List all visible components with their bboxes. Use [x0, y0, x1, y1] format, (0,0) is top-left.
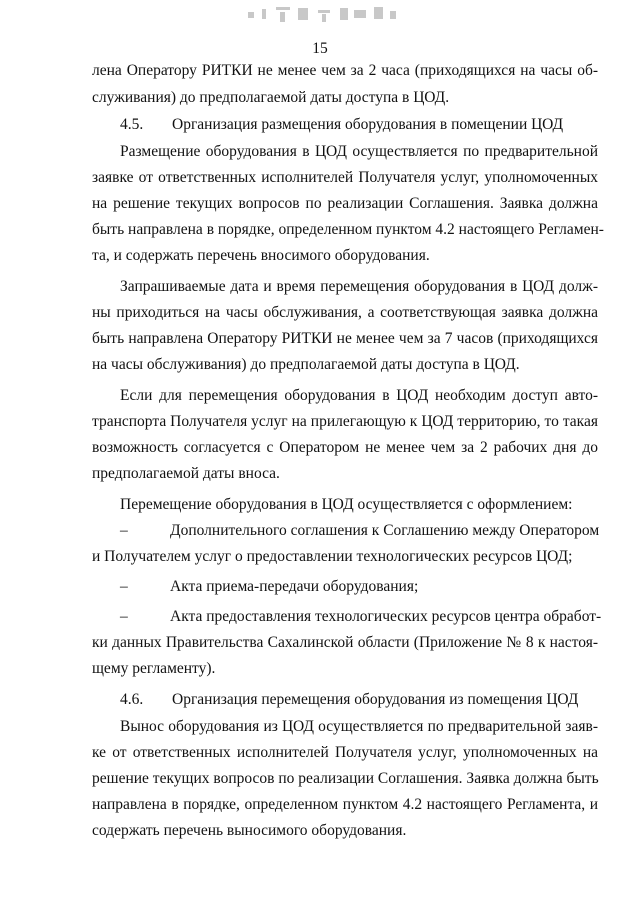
text-line: заявке от ответственных исполнителей Получателя услуг, уполномоченных	[92, 169, 598, 186]
list-item-text: ки данных Правительства Сахалинской области (Приложение № 8 к настоя-	[92, 634, 598, 651]
list-dash: –	[120, 522, 128, 539]
text-line: возможность согласуется с Оператором не менее чем за 2 рабочих дня до	[92, 439, 598, 456]
page-number: 15	[312, 40, 328, 57]
text-line: Если для перемещения оборудования в ЦОД необходим доступ авто-	[120, 387, 598, 404]
scan-stamp-mark	[240, 4, 410, 26]
list-dash: –	[120, 578, 128, 595]
text-line: Размещение оборудования в ЦОД осуществляется по предварительной	[120, 143, 598, 160]
section-number: 4.5.	[120, 116, 144, 133]
text-line: направлена в порядке, определенном пунктом 4.2 настоящего Регламента, и	[92, 796, 598, 813]
list-item-text: Дополнительного соглашения к Соглашению между Оператором	[170, 522, 600, 539]
text-line: Вынос оборудования из ЦОД осуществляется по предварительной заяв-	[120, 718, 598, 735]
text-line: Запрашиваемые дата и время перемещения оборудования в ЦОД долж-	[120, 278, 598, 295]
list-item-text: щему регламенту).	[92, 660, 216, 677]
list-item-text: Акта предоставления технологических ресурсов центра обработ-	[170, 608, 602, 625]
section-title: Организация перемещения оборудования из помещения ЦОД	[172, 691, 579, 708]
list-item-text: и Получателем услуг о предоставлении технологических ресурсов ЦОД;	[92, 548, 573, 565]
text-line: ны приходиться на часы обслуживания, а соответствующая заявка должна	[92, 304, 598, 321]
text-line: ке от ответственных исполнителей Получателя услуг, уполномоченных на	[92, 744, 598, 761]
text-line: та, и содержать перечень вносимого оборудования.	[92, 247, 430, 264]
text-line: быть направлена Оператору РИТКИ не менее чем за 7 часов (приходящихся	[92, 330, 598, 347]
text-line: служивания) до предполагаемой даты доступа в ЦОД.	[92, 89, 450, 106]
list-dash: –	[120, 608, 128, 625]
section-number: 4.6.	[120, 691, 144, 708]
text-line: на часы обслуживания) до предполагаемой даты доступа в ЦОД.	[92, 356, 520, 373]
text-line: транспорта Получателя услуг на прилегающую к ЦОД территорию, то такая	[92, 413, 598, 430]
text-line: быть направлена в порядке, определенном пунктом 4.2 настоящего Регламен-	[92, 221, 604, 238]
text-line: на решение текущих вопросов по реализации Соглашения. Заявка должна	[92, 195, 598, 212]
text-line: лена Оператору РИТКИ не менее чем за 2 часа (приходящихся на часы об-	[92, 62, 598, 79]
text-line: Перемещение оборудования в ЦОД осуществляется с оформлением:	[120, 496, 573, 513]
section-title: Организация размещения оборудования в помещении ЦОД	[172, 116, 564, 133]
list-item-text: Акта приема-передачи оборудования;	[170, 578, 419, 595]
text-line: предполагаемой даты вноса.	[92, 465, 280, 482]
text-line: решение текущих вопросов по реализации Соглашения. Заявка должна быть	[92, 770, 599, 787]
text-line: содержать перечень выносимого оборудования.	[92, 822, 407, 839]
